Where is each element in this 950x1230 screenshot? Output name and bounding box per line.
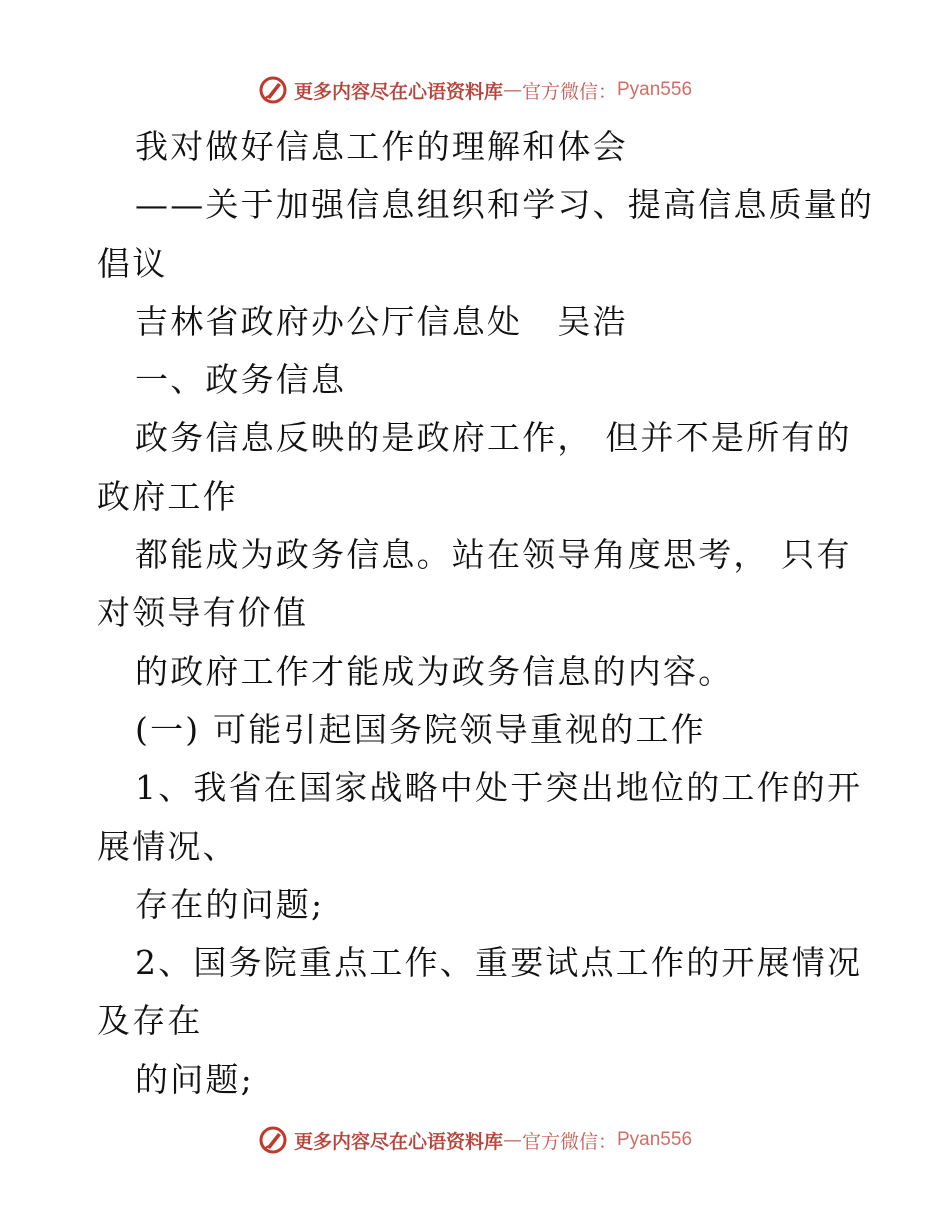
subsection-heading: (一) 可能引起国务院领导重视的工作 bbox=[135, 709, 706, 749]
watermark-label: 官方微信： bbox=[521, 1130, 617, 1153]
document-subtitle-line-1: ——关于加强信息组织和学习、提高信息质量的 bbox=[135, 185, 875, 225]
paragraph-line: 对领导有价值 bbox=[97, 593, 309, 633]
watermark-brand: 更多内容尽在心语资料库 bbox=[293, 80, 503, 103]
document-author: 吉林省政府办公厅信息处 吴浩 bbox=[135, 301, 628, 341]
watermark-wechat-id: Pyan556 bbox=[617, 1129, 693, 1150]
paragraph-line: 都能成为政务信息。站在领导角度思考， 只有 bbox=[135, 535, 852, 575]
watermark-separator: — bbox=[502, 79, 522, 101]
paragraph-line: 政府工作 bbox=[97, 476, 238, 516]
watermark-wechat-id: Pyan556 bbox=[617, 79, 693, 100]
list-item-line: 展情况、 bbox=[97, 826, 238, 866]
watermark-brand: 更多内容尽在心语资料库 bbox=[293, 1130, 503, 1153]
document-subtitle-line-2: 倡议 bbox=[97, 243, 168, 283]
quill-logo-icon bbox=[258, 1125, 288, 1155]
list-item-line: 2、国务院重点工作、重要试点工作的开展情况 bbox=[135, 943, 863, 983]
list-item-line: 及存在 bbox=[97, 1001, 203, 1041]
paragraph-line: 政务信息反映的是政府工作， 但并不是所有的 bbox=[135, 418, 852, 458]
section-heading: 一、政务信息 bbox=[135, 360, 347, 400]
watermark-separator: — bbox=[502, 1129, 522, 1151]
paragraph-line: 的政府工作才能成为政务信息的内容。 bbox=[135, 651, 734, 691]
document-body bbox=[97, 118, 875, 1109]
list-item-line: 的问题; bbox=[135, 1059, 254, 1099]
footer-watermark bbox=[0, 1120, 950, 1160]
list-item-line: 1、我省在国家战略中处于突出地位的工作的开 bbox=[135, 768, 863, 808]
header-watermark bbox=[0, 70, 950, 110]
list-item-line: 存在的问题; bbox=[135, 884, 325, 924]
quill-logo-icon bbox=[258, 75, 288, 105]
watermark-label: 官方微信： bbox=[521, 80, 617, 103]
document-title: 我对做好信息工作的理解和体会 bbox=[135, 127, 628, 166]
